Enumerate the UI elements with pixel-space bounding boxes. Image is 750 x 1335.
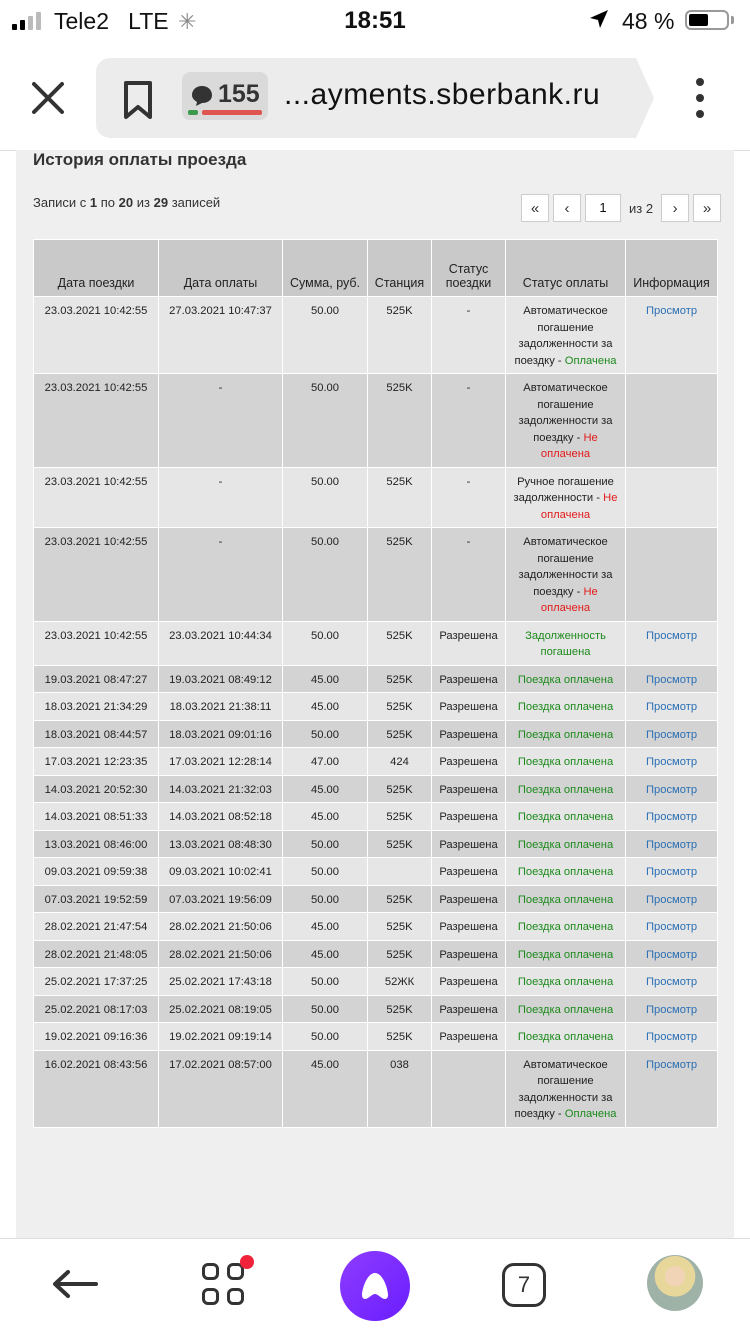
table-row [34,720,718,748]
cell-trip-status: Разрешена [432,720,506,748]
trip-history-table [33,239,718,1128]
view-details-link[interactable]: Просмотр [645,728,698,741]
profile-avatar[interactable] [647,1255,703,1311]
cell-info [626,720,718,748]
pay-status-state: Поездка оплачена [517,756,614,768]
prev-page-button[interactable]: ‹ [553,194,581,222]
battery-percent: 48 % [622,8,675,34]
table-header-row [34,240,718,297]
cell-station: 525K [368,528,432,622]
cell-info [626,885,718,913]
more-menu-icon[interactable] [690,78,710,118]
cell-trip-status: Разрешена [432,913,506,941]
pay-status-state: Поездка оплачена [517,701,614,713]
cell-trip-status [432,1050,506,1127]
loading-spinner-icon: ✳ [178,9,197,34]
cell-amount: 50.00 [283,528,368,622]
view-details-link[interactable]: Просмотр [645,629,698,642]
cell-info [626,665,718,693]
cell-trip-date: 18.03.2021 21:34:29 [34,693,159,721]
cell-pay-status [506,775,626,803]
tabs-button[interactable]: 7 [502,1263,546,1307]
cell-amount: 50.00 [283,621,368,665]
cell-info [626,297,718,374]
col-trip-status[interactable]: Статус поездки [432,240,506,297]
table-row [34,748,718,776]
cell-amount: 50.00 [283,374,368,468]
cell-station: 038 [368,1050,432,1127]
cell-pay-status [506,803,626,831]
cell-pay-status [506,1050,626,1127]
table-row [34,467,718,528]
cell-station: 525K [368,775,432,803]
cell-pay-status [506,995,626,1023]
cell-info [626,621,718,665]
cell-pay-status [506,467,626,528]
clock: 18:51 [344,7,406,34]
url-text[interactable]: ...ayments.sberbank.ru [284,78,601,111]
table-row [34,297,718,374]
cell-trip-date: 23.03.2021 10:42:55 [34,467,159,528]
view-details-link[interactable]: Просмотр [645,756,698,768]
cell-pay-date: 28.02.2021 21:50:06 [159,940,283,968]
cell-info [626,1050,718,1127]
status-bar [0,0,750,44]
pagination [521,193,721,223]
cell-info [626,913,718,941]
cell-pay-date: 28.02.2021 21:50:06 [159,913,283,941]
cell-station: 525K [368,621,432,665]
col-amount[interactable]: Сумма, руб. [283,240,368,297]
cell-trip-status: Разрешена [432,858,506,886]
page-number-input[interactable]: 1 [585,194,621,222]
cell-amount: 50.00 [283,995,368,1023]
cell-amount: 50.00 [283,720,368,748]
pay-status-state: Не оплачена [540,585,598,614]
table-row [34,665,718,693]
table-row [34,968,718,996]
table-row [34,858,718,886]
view-details-link[interactable]: Просмотр [645,921,698,933]
view-details-link[interactable]: Просмотр [645,976,698,988]
pay-status-state: Поездка оплачена [517,976,614,988]
cell-trip-status: - [432,467,506,528]
back-arrow-icon[interactable] [50,1269,100,1304]
cell-info [626,858,718,886]
table-row [34,913,718,941]
cell-trip-status: Разрешена [432,885,506,913]
cell-trip-date: 09.03.2021 09:59:38 [34,858,159,886]
pay-status-state: Не оплачена [540,492,618,521]
pay-status-state: Поездка оплачена [517,948,614,961]
cell-pay-status [506,528,626,622]
cell-trip-date: 23.03.2021 10:42:55 [34,528,159,622]
rating-bar-positive [188,110,198,115]
cell-amount: 45.00 [283,803,368,831]
carrier-label: Tele2 LTE [54,8,169,34]
browser-bottom-bar [0,1238,750,1335]
col-trip-date[interactable]: Дата поездки [34,240,159,297]
pay-status-text: Автоматическое погашение задолженности за поездку - [514,1058,613,1120]
view-details-link[interactable]: Просмотр [645,948,698,961]
cell-pay-date: 09.03.2021 10:02:41 [159,858,283,886]
address-bar[interactable] [96,58,636,138]
view-details-link[interactable]: Просмотр [645,866,698,878]
pay-status-state: Оплачена [564,354,617,367]
cell-amount: 45.00 [283,913,368,941]
cell-pay-date: 07.03.2021 19:56:09 [159,885,283,913]
cell-trip-date: 23.03.2021 10:42:55 [34,374,159,468]
cell-station: 525K [368,995,432,1023]
cell-info [626,467,718,528]
cell-info [626,803,718,831]
view-details-link[interactable]: Просмотр [645,1031,698,1043]
table-row [34,775,718,803]
col-pay-status[interactable]: Статус оплаты [506,240,626,297]
pay-status-state: Поездка оплачена [517,811,614,823]
cell-amount: 50.00 [283,297,368,374]
cell-trip-date: 25.02.2021 08:17:03 [34,995,159,1023]
cell-pay-date: 19.03.2021 08:49:12 [159,665,283,693]
cell-pay-date: 14.03.2021 08:52:18 [159,803,283,831]
cell-pay-date: 13.03.2021 08:48:30 [159,830,283,858]
comments-badge[interactable] [182,72,268,120]
cell-trip-status: - [432,528,506,622]
cell-amount: 47.00 [283,748,368,776]
cell-trip-status: Разрешена [432,1023,506,1051]
cell-pay-status [506,621,626,665]
location-arrow-icon [588,8,610,35]
view-details-link[interactable]: Просмотр [645,1058,698,1071]
cell-pay-status [506,297,626,374]
alice-icon [340,1251,410,1321]
cell-pay-date: 17.02.2021 08:57:00 [159,1050,283,1127]
cell-trip-date: 14.03.2021 20:52:30 [34,775,159,803]
cell-station: 52ЖК [368,968,432,996]
cell-pay-status [506,913,626,941]
close-icon[interactable] [28,78,68,118]
pay-status-text: Ручное погашение задолженности - [513,475,614,504]
pay-status-state: Поездка оплачена [517,838,614,851]
pay-status-state: Поездка оплачена [517,673,614,686]
cell-info [626,374,718,468]
view-details-link[interactable]: Просмотр [645,893,698,906]
cell-station: 525K [368,913,432,941]
table-row [34,1023,718,1051]
cell-info [626,775,718,803]
table-row [34,885,718,913]
cell-pay-status [506,665,626,693]
cell-pay-date: 18.03.2021 21:38:11 [159,693,283,721]
cell-amount: 45.00 [283,665,368,693]
cell-trip-status: - [432,374,506,468]
cell-pay-status [506,968,626,996]
cell-trip-date: 18.03.2021 08:44:57 [34,720,159,748]
first-page-button[interactable]: « [521,194,549,222]
cell-pay-status [506,830,626,858]
view-details-link[interactable]: Просмотр [645,811,698,823]
col-station[interactable]: Станция [368,240,432,297]
cell-trip-date: 07.03.2021 19:52:59 [34,885,159,913]
browser-toolbar [0,44,750,151]
col-info[interactable]: Информация [626,240,718,297]
cell-pay-date: 17.03.2021 12:28:14 [159,748,283,776]
cell-amount: 50.00 [283,858,368,886]
cell-trip-date: 28.02.2021 21:48:05 [34,940,159,968]
next-page-button[interactable]: › [661,194,689,222]
cell-trip-status: Разрешена [432,803,506,831]
cell-station: 525K [368,885,432,913]
table-row [34,693,718,721]
cell-station: 525K [368,374,432,468]
cell-trip-status: Разрешена [432,621,506,665]
rating-bar-negative [202,110,262,115]
comment-bubble-icon [190,84,214,113]
cell-station [368,858,432,886]
cell-pay-date: 23.03.2021 10:44:34 [159,621,283,665]
cell-station: 525K [368,830,432,858]
cell-station: 525K [368,665,432,693]
services-grid-icon[interactable] [202,1263,248,1309]
cell-info [626,940,718,968]
cell-trip-date: 19.02.2021 09:16:36 [34,1023,159,1051]
cell-pay-date: 25.02.2021 08:19:05 [159,995,283,1023]
cell-station: 525K [368,720,432,748]
cell-amount: 45.00 [283,940,368,968]
table-row [34,940,718,968]
cell-pay-date: 27.03.2021 10:47:37 [159,297,283,374]
cell-pay-status [506,693,626,721]
pay-status-text: Автоматическое погашение задолженности за поездку - [518,536,613,598]
cell-trip-status: Разрешена [432,830,506,858]
table-row [34,621,718,665]
table-row [34,995,718,1023]
cell-station: 525K [368,803,432,831]
cell-pay-date: - [159,467,283,528]
view-details-link[interactable]: Просмотр [645,701,698,713]
cell-trip-date: 28.02.2021 21:47:54 [34,913,159,941]
pay-status-state: Не оплачена [540,431,598,460]
pay-status-state: Оплачена [564,1108,617,1120]
cell-pay-status [506,940,626,968]
pay-status-state: Задолженность погашена [525,629,606,658]
battery-icon [685,10,729,30]
cell-trip-status: Разрешена [432,748,506,776]
table-row [34,374,718,468]
cell-station: 525K [368,940,432,968]
cell-info [626,995,718,1023]
bookmark-icon[interactable] [122,80,154,125]
cell-info [626,1023,718,1051]
cell-amount: 50.00 [283,830,368,858]
cell-trip-status: - [432,297,506,374]
cell-trip-date: 23.03.2021 10:42:55 [34,621,159,665]
page-content [16,150,734,1238]
pay-status-text: Автоматическое погашение задолженности за поездку - [518,382,613,444]
cell-pay-date: - [159,374,283,468]
cell-info [626,528,718,622]
cell-info [626,748,718,776]
comments-count: 155 [218,80,260,108]
table-row [34,1050,718,1127]
cell-pay-date: 18.03.2021 09:01:16 [159,720,283,748]
cell-info [626,830,718,858]
pay-status-state: Поездка оплачена [517,921,614,933]
page-title: История оплаты проезда [33,150,247,169]
cell-amount: 50.00 [283,885,368,913]
cell-amount: 50.00 [283,1023,368,1051]
pay-status-state: Поездка оплачена [517,866,614,878]
last-page-button[interactable]: » [693,194,721,222]
pay-status-state: Поездка оплачена [517,893,614,906]
pay-status-text: Автоматическое погашение задолженности за поездку - [514,305,613,367]
cell-station: 525K [368,1023,432,1051]
table-row [34,830,718,858]
cell-trip-date: 16.02.2021 08:43:56 [34,1050,159,1127]
view-details-link[interactable]: Просмотр [645,1003,698,1016]
cell-trip-date: 13.03.2021 08:46:00 [34,830,159,858]
cell-trip-status: Разрешена [432,940,506,968]
battery-tip [731,16,734,24]
cell-station: 525K [368,467,432,528]
view-details-link[interactable]: Просмотр [645,783,698,796]
cell-trip-status: Разрешена [432,995,506,1023]
cell-station: 424 [368,748,432,776]
cell-pay-status [506,374,626,468]
cell-pay-date: 19.02.2021 09:19:14 [159,1023,283,1051]
records-info: Записи с 1 по 20 из 29 записей [33,195,221,210]
cell-amount: 45.00 [283,1050,368,1127]
cell-station: 525K [368,693,432,721]
cell-trip-date: 23.03.2021 10:42:55 [34,297,159,374]
col-pay-date[interactable]: Дата оплаты [159,240,283,297]
pay-status-state: Поездка оплачена [517,728,614,741]
cell-pay-status [506,1023,626,1051]
cell-pay-status [506,720,626,748]
cell-pay-status [506,885,626,913]
cell-amount: 45.00 [283,693,368,721]
cell-trip-date: 19.03.2021 08:47:27 [34,665,159,693]
table-row [34,528,718,622]
cell-trip-date: 14.03.2021 08:51:33 [34,803,159,831]
cell-pay-date: - [159,528,283,622]
notification-dot [240,1255,254,1269]
cell-trip-status: Разрешена [432,968,506,996]
alice-assistant-button[interactable] [340,1251,410,1321]
total-pages-label: из 2 [629,200,654,216]
pay-status-state: Поездка оплачена [517,783,614,796]
cell-info [626,968,718,996]
cell-pay-status [506,858,626,886]
cell-trip-date: 17.03.2021 12:23:35 [34,748,159,776]
cell-trip-date: 25.02.2021 17:37:25 [34,968,159,996]
address-bar-arrow [636,58,654,138]
cell-pay-status [506,748,626,776]
cell-pay-date: 25.02.2021 17:43:18 [159,968,283,996]
view-details-link[interactable]: Просмотр [645,673,698,686]
cell-trip-status: Разрешена [432,693,506,721]
cell-amount: 50.00 [283,467,368,528]
view-details-link[interactable]: Просмотр [645,838,698,851]
cell-info [626,693,718,721]
cell-trip-status: Разрешена [432,775,506,803]
cell-station: 525K [368,297,432,374]
pay-status-state: Поездка оплачена [517,1003,614,1016]
cell-trip-status: Разрешена [432,665,506,693]
table-row [34,803,718,831]
cell-pay-date: 14.03.2021 21:32:03 [159,775,283,803]
pay-status-state: Поездка оплачена [517,1031,614,1043]
cell-amount: 45.00 [283,775,368,803]
cell-amount: 50.00 [283,968,368,996]
view-details-link[interactable]: Просмотр [645,305,698,317]
